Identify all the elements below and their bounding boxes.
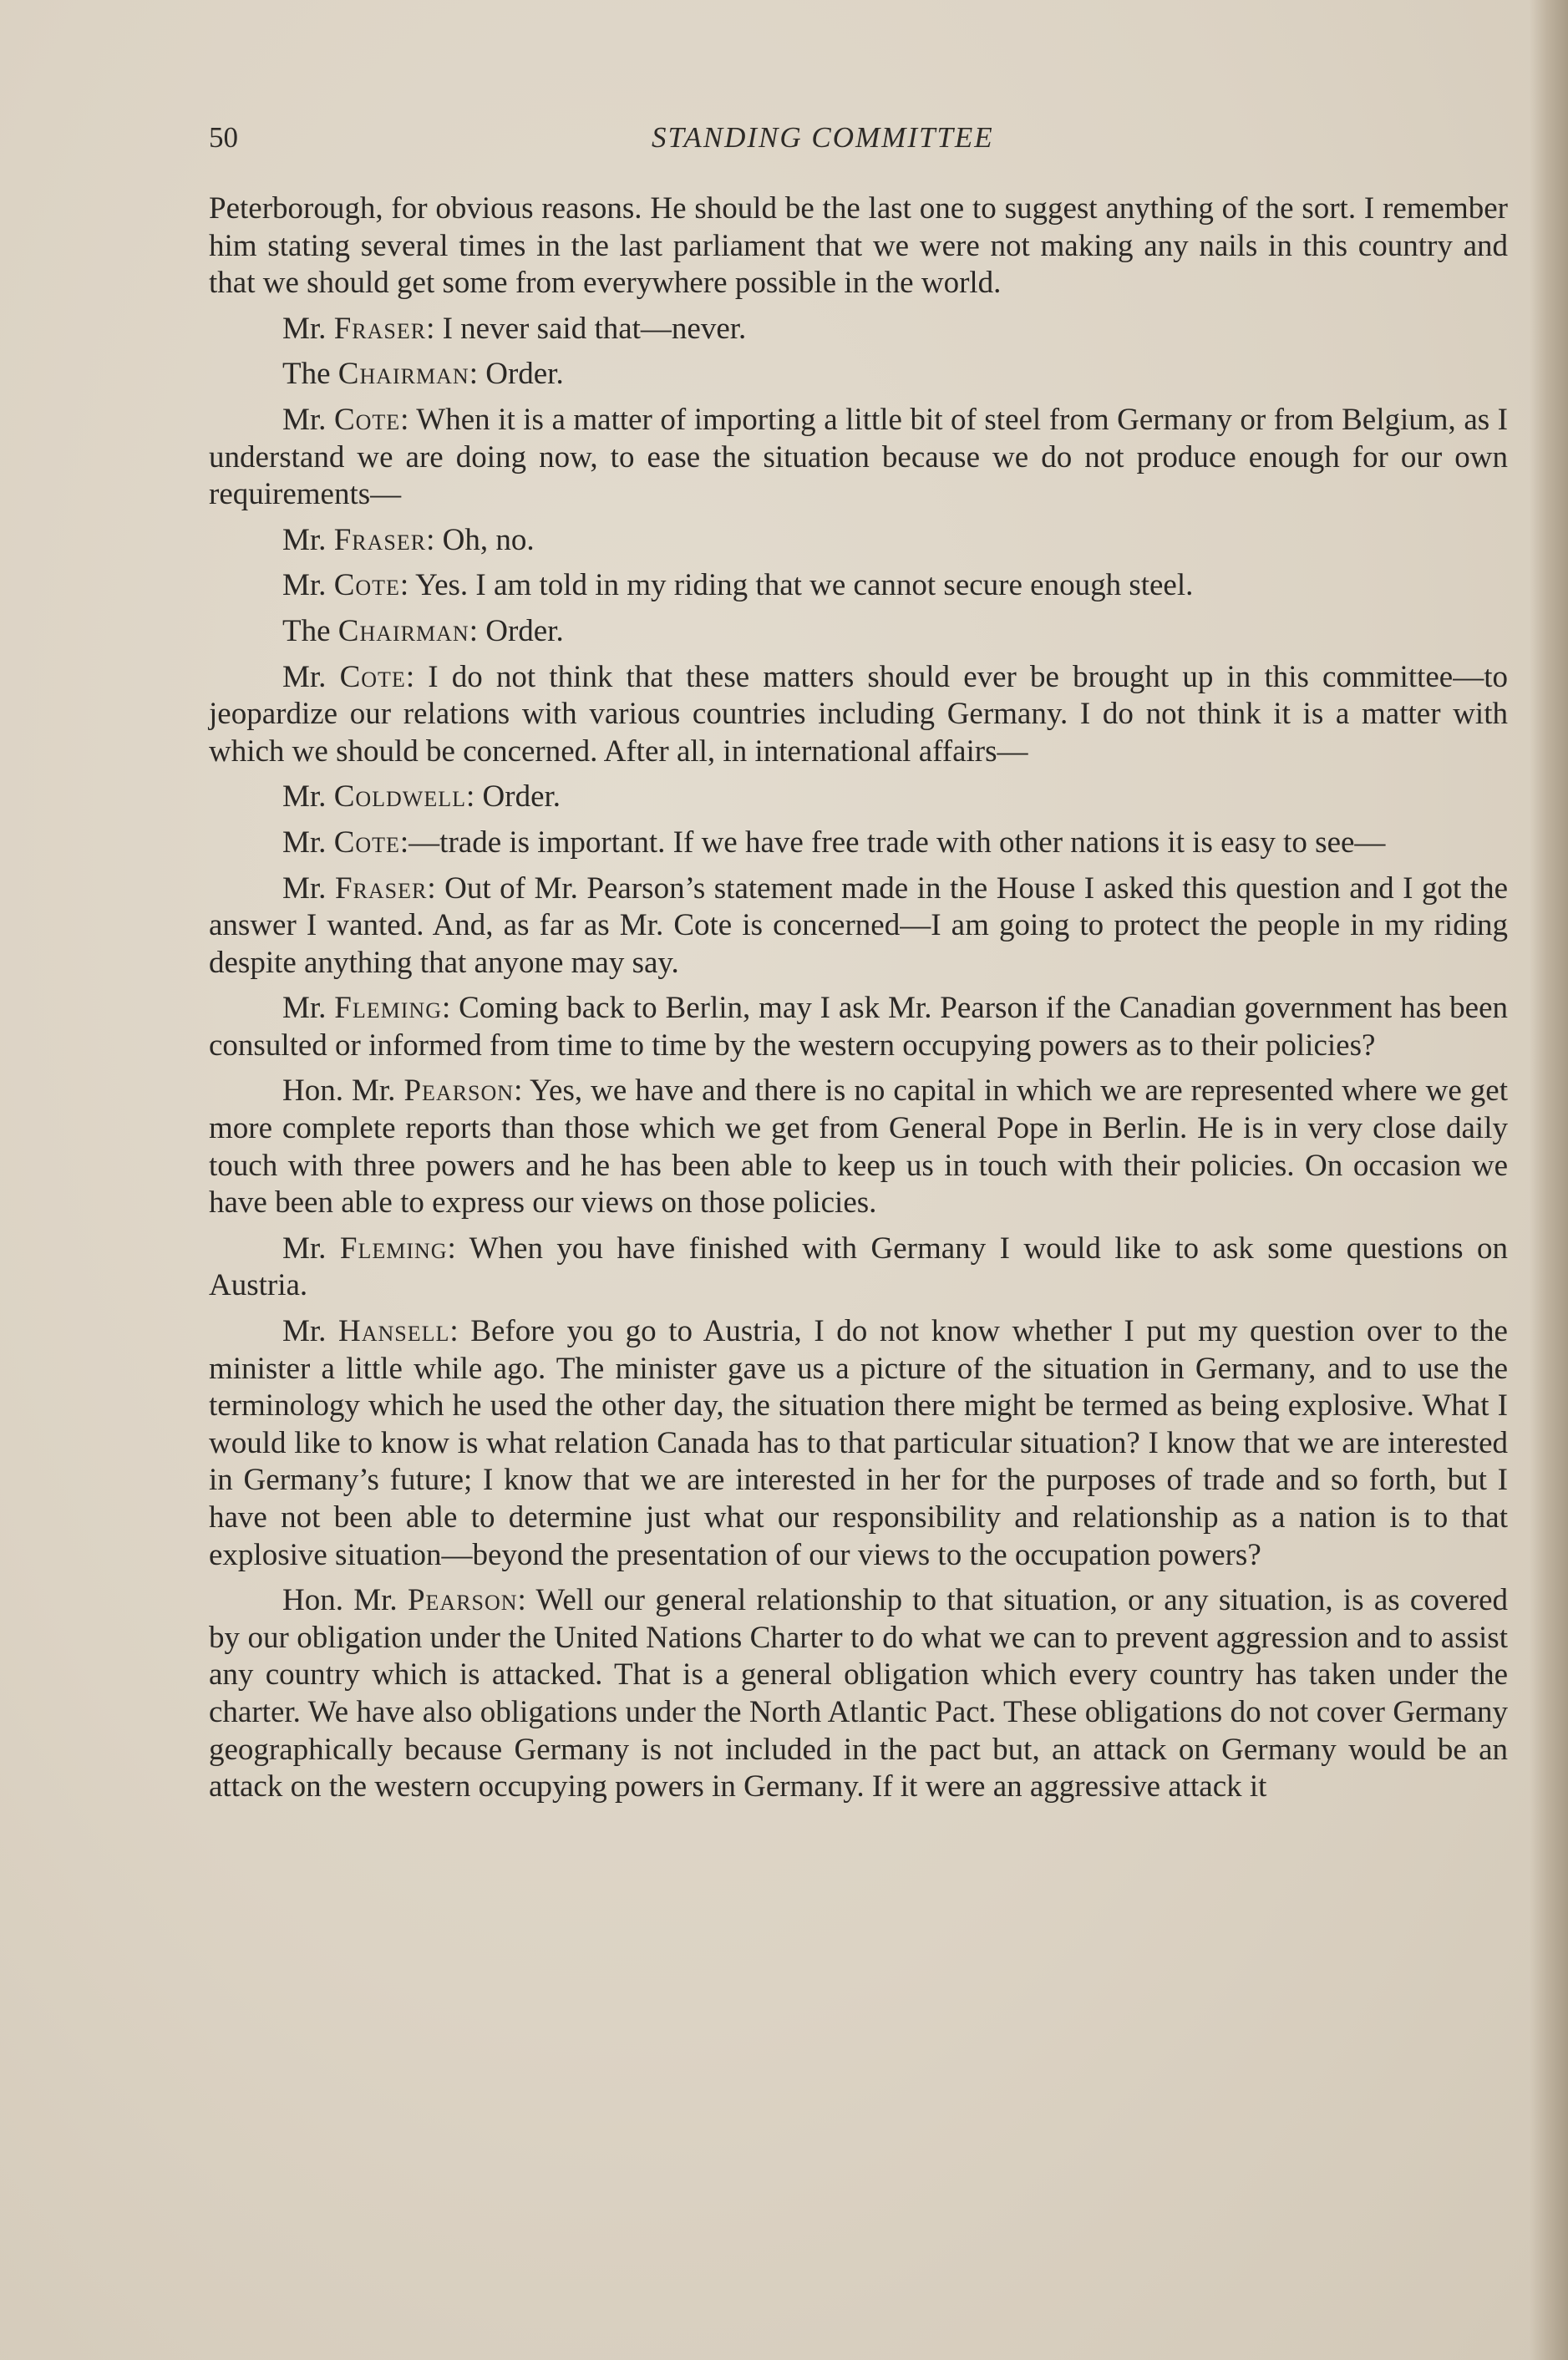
paragraph-text: : When it is a matter of importing a little bit of steel from Germany or from Belgium, as I understand we are doing now, to ease the situation because we do not produce enough for our own requirements— — [209, 402, 1508, 512]
transcript-body — [209, 190, 1508, 1814]
paragraph-text: : Out of Mr. Pearson’s statement made in the House I asked this question and I got the answer I wanted. And, as far as Mr. Cote is concerned—I am going to protect the people in my riding despite anything that anyone may say. — [209, 870, 1508, 980]
paragraph-text: : Coming back to Berlin, may I ask Mr. Pearson if the Canadian government has been consulted or informed from time to time by the western occupying powers as to their policies? — [209, 991, 1508, 1063]
paragraph-text: : Order. — [466, 779, 561, 815]
paragraph-text: : Yes, we have and there is no capital in which we are represented where we get more complete reports than those which we get from General Pope in Berlin. He is in very close daily touch with three powers and he has been able to keep us in touch with their policies. On occasion we have been able to express our views on those policies. — [209, 1073, 1508, 1221]
paragraph-prefix: Mr. — [282, 522, 334, 557]
paragraph-prefix: Mr. — [282, 568, 334, 603]
speaker-name: Pearson — [407, 1583, 518, 1618]
paragraph-prefix: The — [282, 613, 338, 648]
paragraph-prefix: Mr. — [282, 870, 335, 906]
paragraph — [209, 1313, 1508, 1574]
speaker-name: Fraser — [334, 870, 428, 906]
paragraph-prefix: The — [282, 357, 338, 392]
paragraph — [209, 870, 1508, 982]
paragraph — [209, 311, 1508, 348]
speaker-name: Cote — [333, 402, 401, 437]
paragraph — [209, 190, 1508, 302]
speaker-name: Cote — [333, 568, 400, 603]
speaker-name: Pearson — [403, 1073, 515, 1109]
paragraph-text: Peterborough, for obvious reasons. He should be the last one to suggest anything of the sort. I remember him stating several times in the last parliament that we were not making any nails in this country and that we should get some from everywhere possible in the world. — [209, 191, 1508, 301]
paragraph-prefix: Mr. — [282, 779, 334, 815]
paragraph-text: : Well our general relationship to that situation, or any situation, is as covered by our obligation under the United Nations Charter to do what we can to prevent aggression and to assist any country which is attacked. That is a general obligation which every country has taken under the charter. We have also obligations under the North Atlantic Pact. These obligations do not cover Germany geographically because Germany is not included in the pact but, an attack on Germany would be an attack on the western occupying powers in Germany. If it were an aggressive attack it — [209, 1583, 1508, 1804]
paragraph-prefix: Mr. — [282, 991, 335, 1026]
running-head: STANDING COMMITTEE — [652, 121, 994, 154]
paragraph-text: : When you have finished with Germany I would like to ask some questions on Austria. — [209, 1231, 1508, 1303]
paragraph-text: : Order. — [469, 357, 564, 392]
paragraph — [209, 402, 1508, 514]
paragraph-prefix: Mr. — [282, 1314, 339, 1349]
speaker-name: Cote — [339, 659, 406, 694]
paragraph — [209, 356, 1508, 393]
paragraph-text: : Oh, no. — [426, 522, 535, 557]
paragraph — [209, 567, 1508, 605]
page-header — [209, 121, 1508, 163]
page-number: 50 — [209, 121, 238, 154]
speaker-name: Chairman — [337, 357, 469, 392]
paragraph — [209, 1231, 1508, 1305]
paragraph — [209, 825, 1508, 862]
paragraph-text: : I do not think that these matters should ever be brought up in this committee—to jeopardize our relations with various countries including Germany. I do not think it is a matter with which we should be concerned. After all, in international affairs— — [209, 659, 1508, 769]
paragraph — [209, 1073, 1508, 1221]
paragraph-prefix: Mr. — [282, 825, 334, 860]
speaker-name: Hansell — [338, 1314, 450, 1349]
speaker-name: Fleming — [339, 1231, 448, 1266]
paragraph — [209, 522, 1508, 560]
speaker-name: Fraser — [333, 311, 427, 346]
paragraph — [209, 613, 1508, 651]
paragraph-text: :—trade is important. If we have free trade with other nations it is easy to see— — [399, 825, 1386, 860]
speaker-name: Chairman — [337, 613, 469, 648]
paragraph-prefix: Mr. — [282, 1231, 340, 1266]
paragraph-prefix: Hon. Mr. — [282, 1583, 408, 1618]
paragraph — [209, 990, 1508, 1064]
speaker-name: Coldwell — [333, 779, 466, 815]
paragraph-text: : Order. — [469, 613, 564, 648]
speaker-name: Cote — [333, 825, 400, 860]
paragraph-prefix: Hon. Mr. — [282, 1073, 404, 1109]
paragraph — [209, 1582, 1508, 1806]
paragraph — [209, 779, 1508, 816]
speaker-name: Fleming — [334, 991, 442, 1026]
paragraph-prefix: Mr. — [282, 659, 340, 694]
paragraph-prefix: Mr. — [282, 311, 334, 346]
paragraph-text: : Before you go to Austria, I do not know whether I put my question over to the minister a little while ago. The minister gave us a picture of the situation in Germany, and to use the terminology which he used the other day, the situation there might be termed as being explosive. What I would like to know is what relation Canada has to that particular situation? I know that we are interested in Germany’s future; I know that we are interested in her for the purposes of trade and so forth, but I have not been able to determine just what our responsibility and relationship as a nation is to that explosive situation—beyond the presentation of our views to the occupation powers? — [209, 1314, 1508, 1572]
page-edge-shadow — [1530, 0, 1568, 2360]
paragraph — [209, 659, 1508, 771]
paragraph-text: : I never said that—never. — [426, 311, 747, 346]
speaker-name: Fraser — [333, 522, 427, 557]
paragraph-text: : Yes. I am told in my riding that we cannot secure enough steel. — [399, 568, 1194, 603]
paragraph-prefix: Mr. — [282, 402, 334, 437]
